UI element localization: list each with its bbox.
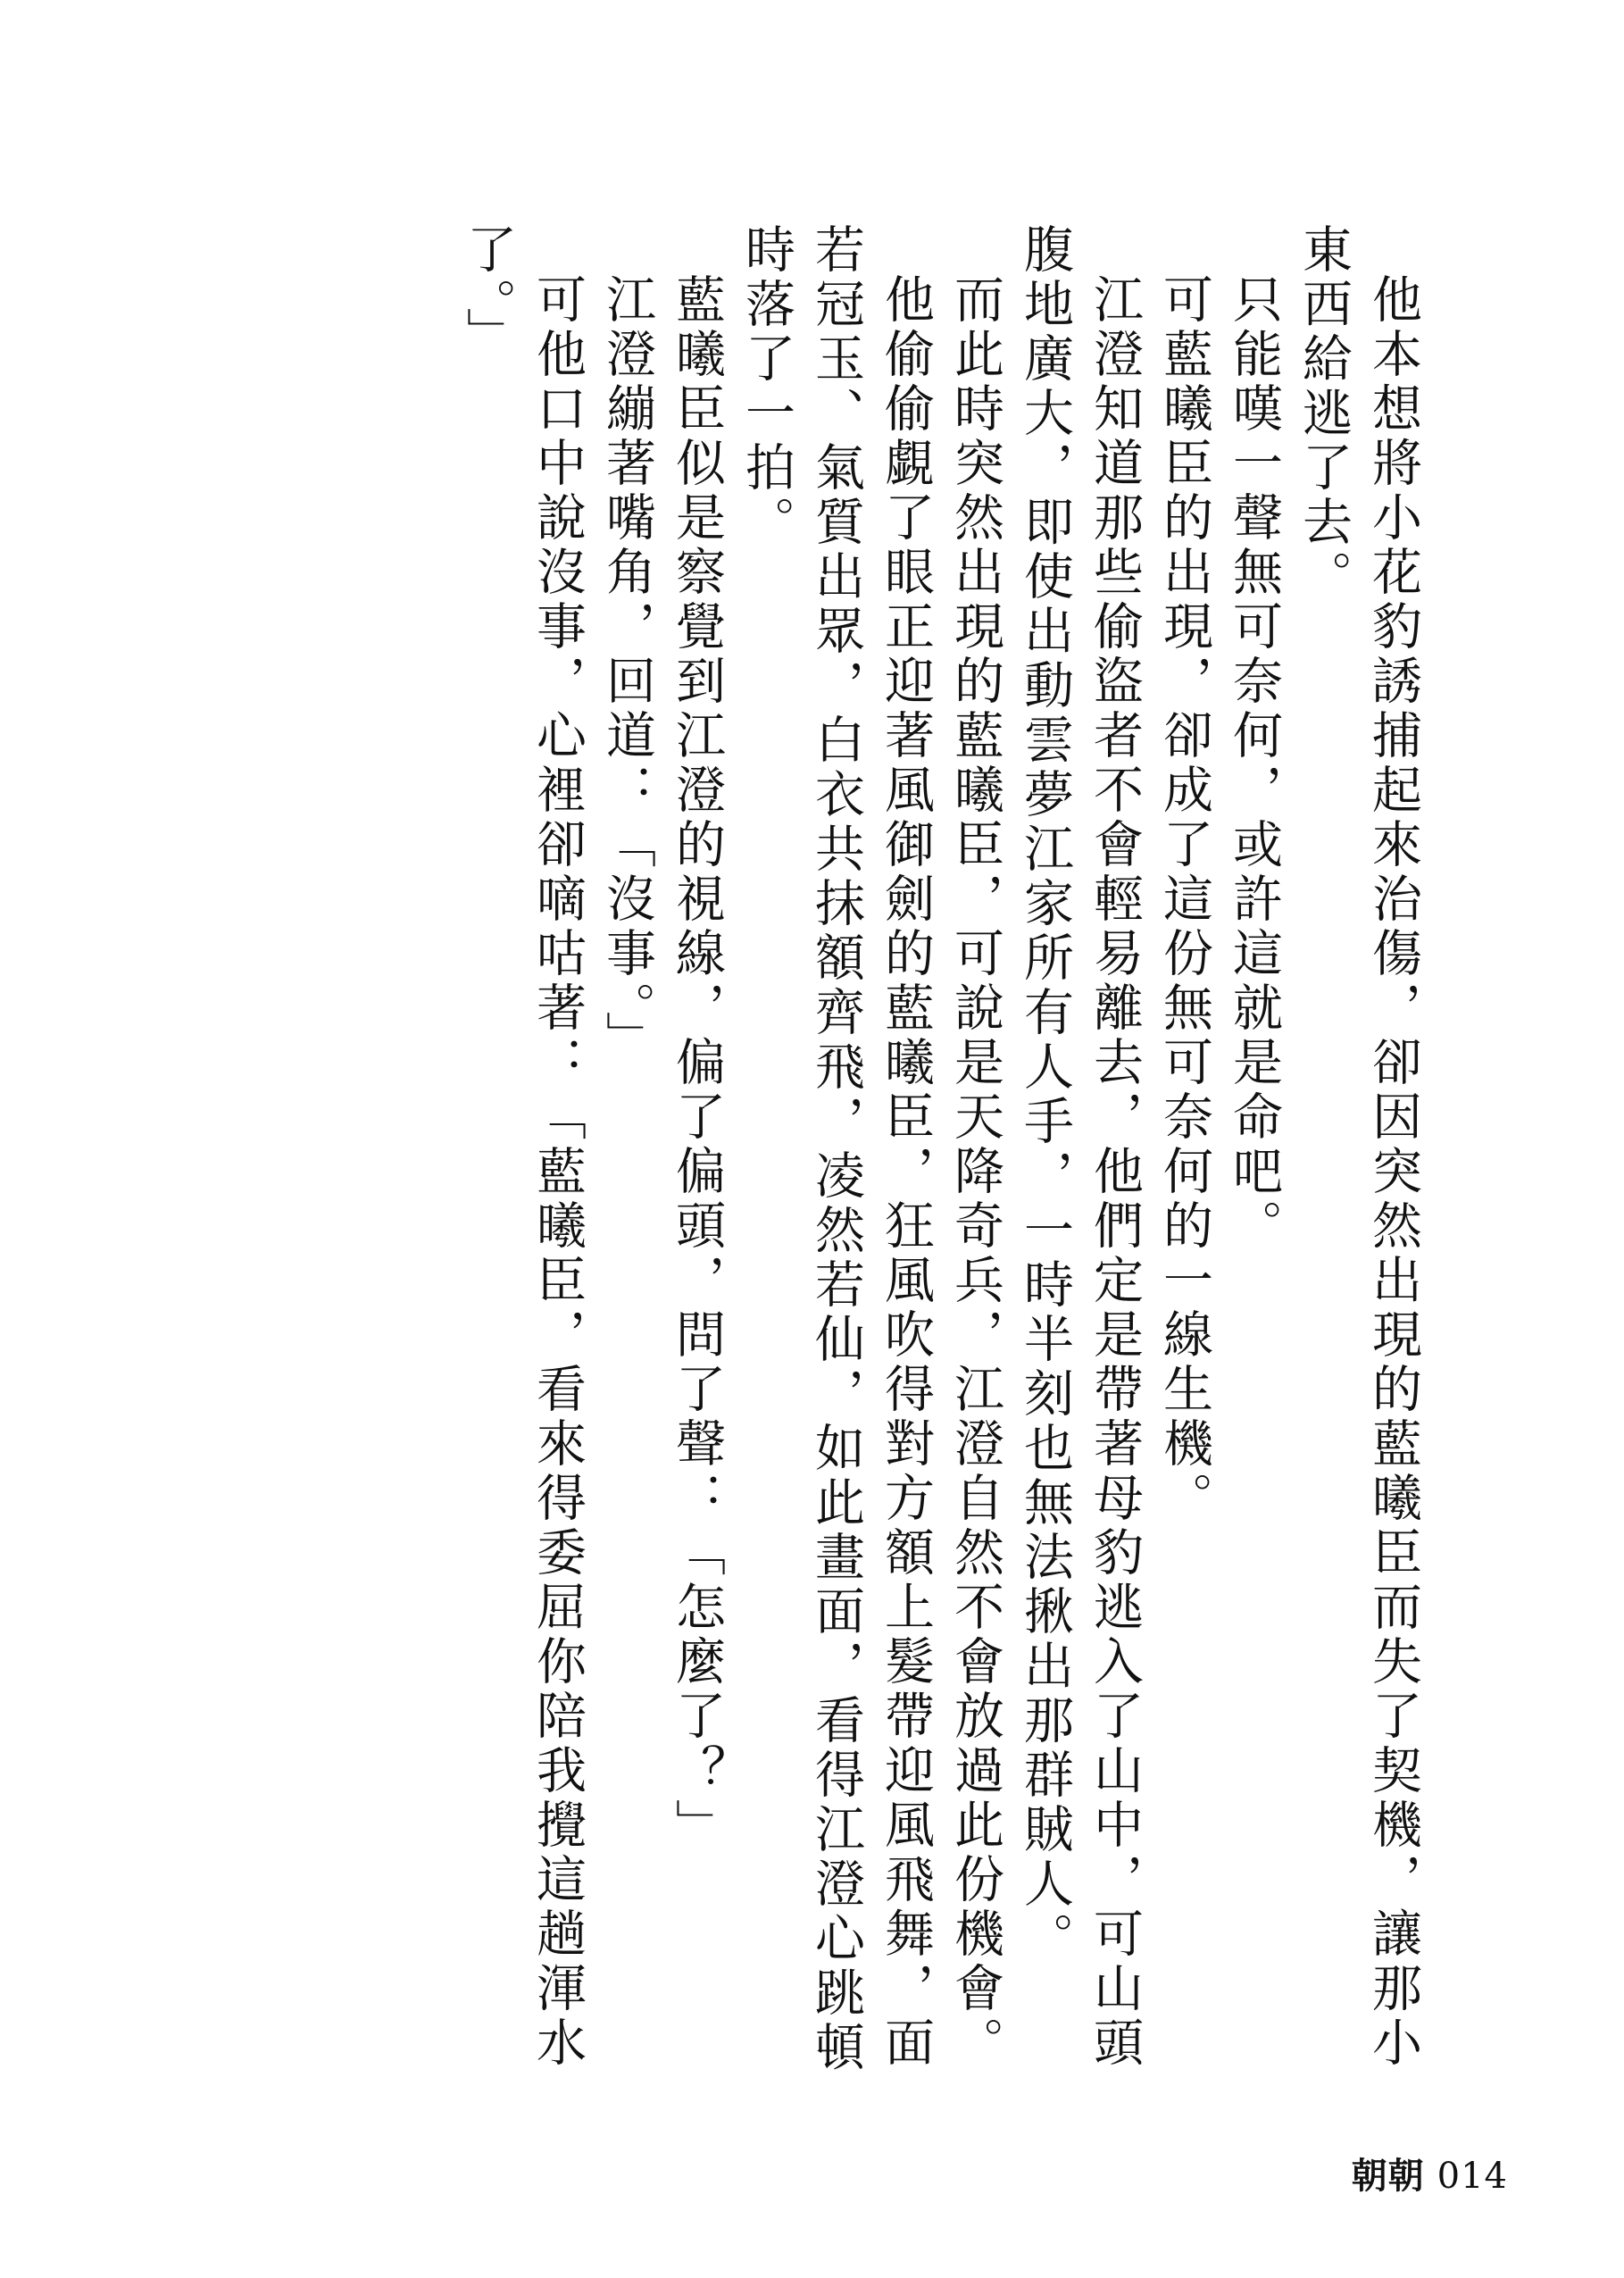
body-text [453,223,1428,2081]
paragraph-9: 可他口中說沒事，心裡卻嘀咕著：「藍曦臣，看來得委屈你陪我攪這趟渾水了。」 [459,223,587,2071]
paragraph-6: 他偷偷覷了眼正迎著風御劍的藍曦臣，狂風吹得對方額上髮帶迎風飛舞，面若冠玉、氣質出眾，白衣共抹額齊飛，凌然若仙，如此畫面，看得江澄心跳頓時落了一拍。 [737,223,935,2075]
paragraph-4: 江澄知道那些偷盜者不會輕易離去，他們定是帶著母豹逃入了山中，可山頭腹地廣大，即使出動雲夢江家所有人手，一時半刻也無法揪出那群賊人。 [1016,223,1144,2071]
paragraph-2: 只能嘆一聲無可奈何，或許這就是命吧。 [1225,273,1283,1254]
paragraph-7: 藍曦臣似是察覺到江澄的視線，偏了偏頭，問了聲：「怎麼了？」 [668,273,726,1853]
page-footer [1352,2148,1508,2199]
paragraph-8: 江澄繃著嘴角，回道：「沒事。」 [598,273,656,1065]
book-title: 朝朝 [1351,2155,1425,2197]
paragraph-1: 他本想將小花豹誘捕起來治傷，卻因突然出現的藍曦臣而失了契機，讓那小東西給逃了去。 [1295,223,1422,2071]
paragraph-3: 可藍曦臣的出現，卻成了這份無可奈何的一線生機。 [1155,273,1213,1526]
page-number: 014 [1437,2156,1508,2197]
paragraph-5: 而此時突然出現的藍曦臣，可說是天降奇兵，江澄自然不會放過此份機會。 [946,273,1004,2071]
